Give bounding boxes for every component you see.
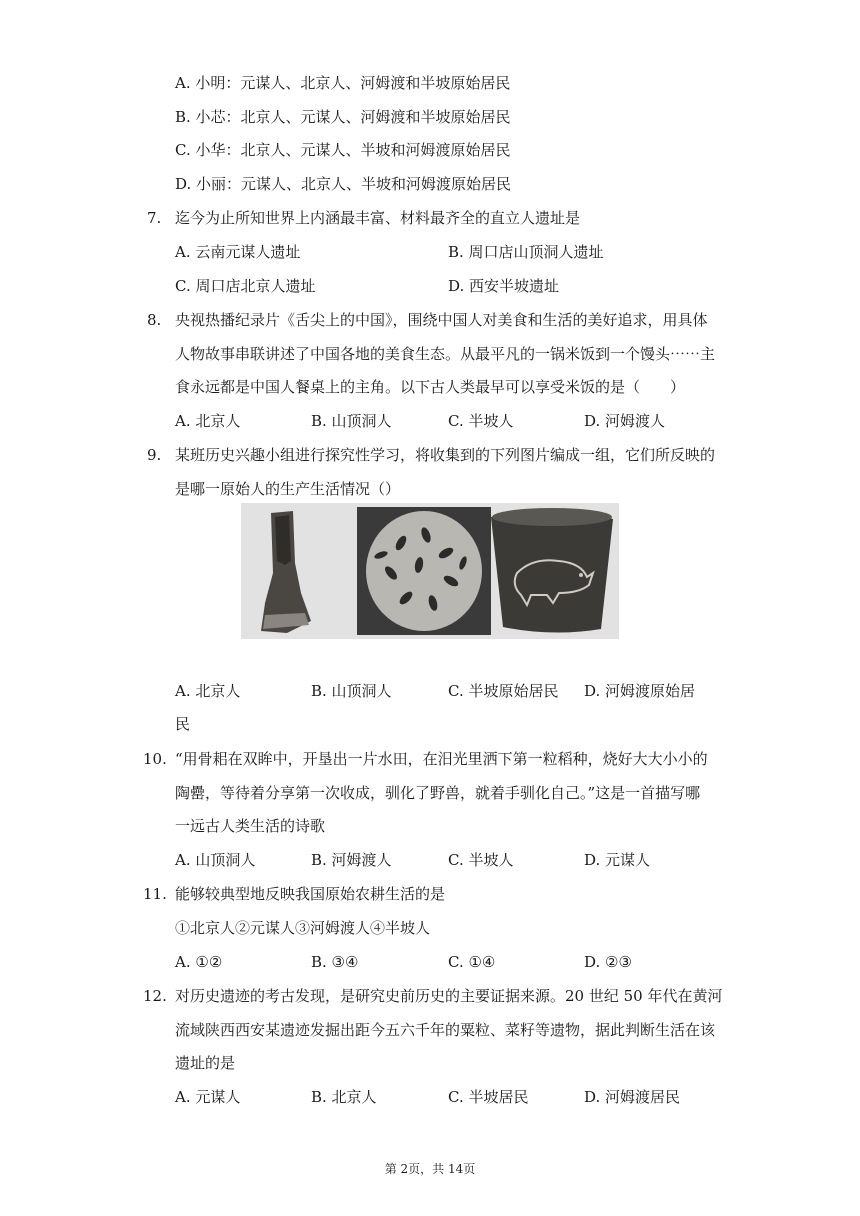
q10-option-c: C. 半坡人: [448, 851, 514, 869]
artifact-photo-strip: [241, 503, 619, 639]
q12-stem-line-2: 流域陕西西安某遗迹发掘出距今五六千年的粟粒、菜籽等遗物，据此判断生活在该: [175, 1021, 716, 1039]
q8-stem-line-2: 人物故事串联讲述了中国各地的美食生态。从最平凡的一锅米饭到一个馒头⋯⋯主: [175, 345, 716, 363]
q9-option-d: D. 河姆渡原始居: [584, 682, 696, 700]
page-footer: 第 2页，共 14页: [384, 1162, 476, 1176]
q12-option-c: C. 半坡居民: [448, 1088, 529, 1106]
q8-option-d: D. 河姆渡人: [584, 412, 666, 430]
q6-option-b: B. 小芯：北京人、元谋人、河姆渡和半坡原始居民: [175, 108, 511, 126]
q7-stem: 迄今为止所知世界上内涵最丰富、材料最齐全的直立人遗址是: [175, 209, 581, 227]
q11-option-c: C. ①④: [448, 953, 496, 971]
q10-number: 10.: [143, 750, 167, 768]
q10-option-d: D. 元谋人: [584, 851, 651, 869]
q10-stem-line-2: 陶罍，等待着分享第一次收成，驯化了野兽，就着手驯化自己。”这是一首描写哪: [175, 784, 701, 802]
q10-option-b: B. 河姆渡人: [311, 851, 392, 869]
q8-option-a: A. 北京人: [175, 412, 241, 430]
q12-stem-line-1: 对历史遗迹的考古发现，是研究史前历史的主要证据来源。20 世纪 50 年代在黄河: [175, 987, 723, 1005]
q7-option-a: A. 云南元谋人遗址: [175, 243, 301, 261]
q11-option-a: A. ①②: [175, 953, 223, 971]
q9-stem-line-1: 某班历史兴趣小组进行探究性学习，将收集到的下列图片编成一组，它们所反映的: [175, 446, 716, 464]
q10-stem-line-3: 一远古人类生活的诗歌: [175, 817, 326, 835]
q6-option-a: A. 小明：元谋人、北京人、河姆渡和半坡原始居民: [175, 74, 511, 92]
q8-stem-line-3: 食永远都是中国人餐桌上的主角。以下古人类最早可以享受米饭的是（ ）: [175, 378, 686, 396]
q8-option-c: C. 半坡人: [448, 412, 514, 430]
rice-grains-image: [357, 507, 491, 635]
q12-option-b: B. 北京人: [311, 1088, 377, 1106]
q8-number: 8.: [147, 311, 162, 329]
q8-stem-line-1: 央视热播纪录片《舌尖上的中国》，围绕中国人对美食和生活的美好追求，用具体: [175, 311, 708, 329]
q7-option-b: B. 周口店山顶洞人遗址: [448, 243, 604, 261]
q12-number: 12.: [143, 987, 167, 1005]
q9-option-b: B. 山顶洞人: [311, 682, 392, 700]
q9-option-c: C. 半坡原始居民: [448, 682, 559, 700]
q10-stem-line-1: “用骨耜在双眸中，开垦出一片水田，在汨光里洒下第一粒稻种，烧好大大小小的: [175, 750, 708, 768]
q12-option-d: D. 河姆渡居民: [584, 1088, 681, 1106]
q6-option-c: C. 小华：北京人、元谋人、半坡和河姆渡原始居民: [175, 141, 511, 159]
q11-stem-line-2: ①北京人②元谋人③河姆渡人④半坡人: [175, 919, 431, 937]
q11-option-d: D. ②③: [584, 953, 632, 971]
q11-option-b: B. ③④: [311, 953, 359, 971]
q9-option-a: A. 北京人: [175, 682, 241, 700]
pig-pattern-pottery-image: [491, 508, 613, 633]
q11-number: 11.: [143, 885, 167, 903]
q7-number: 7.: [147, 209, 162, 227]
q11-stem-line-1: 能够较典型地反映我国原始农耕生活的是: [175, 885, 446, 903]
q7-option-c: C. 周口店北京人遗址: [175, 277, 316, 295]
q8-option-b: B. 山顶洞人: [311, 412, 392, 430]
q10-option-a: A. 山顶洞人: [175, 851, 256, 869]
q12-stem-line-3: 遗址的是: [175, 1054, 236, 1072]
q12-option-a: A. 元谋人: [175, 1088, 241, 1106]
q9-option-d-wrap: 民: [175, 715, 191, 733]
q9-number: 9.: [147, 446, 162, 464]
q7-option-d: D. 西安半坡遗址: [448, 277, 560, 295]
q9-stem-line-2: 是哪一原始人的生产生活情况（）: [175, 480, 401, 498]
q6-option-d: D. 小丽：元谋人、北京人、半坡和河姆渡原始居民: [175, 175, 512, 193]
